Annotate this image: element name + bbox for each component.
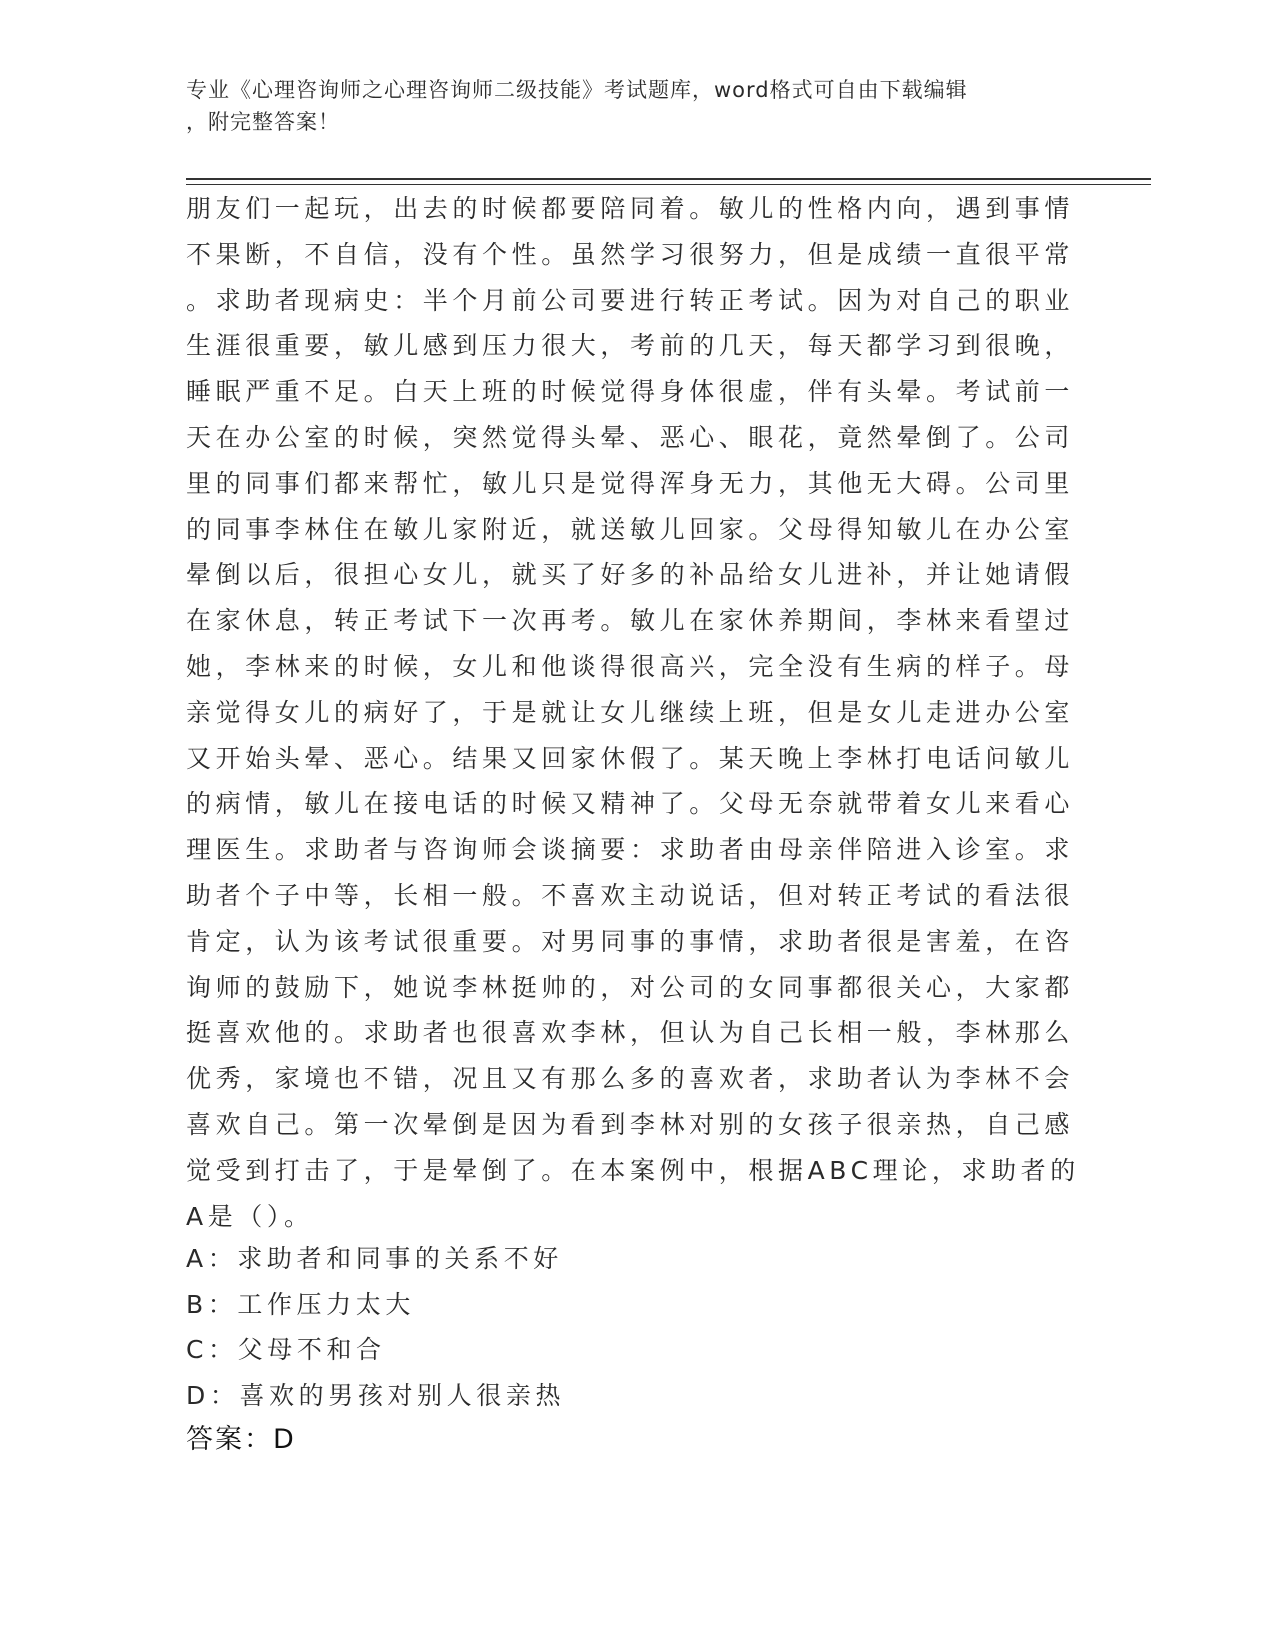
- passage-line: 的病情，敏儿在接电话的时候又精神了。父母无奈就带着女儿来看心: [186, 789, 1075, 819]
- option-b: B：工作压力太大: [186, 1289, 415, 1319]
- answer-key: 答案：D: [186, 1424, 296, 1455]
- passage-line: 喜欢自己。第一次晕倒是因为看到李林对别的女孩子很亲热，自己感: [186, 1109, 1075, 1139]
- answer-options: [186, 1236, 565, 1418]
- passage-line: 肯定，认为该考试很重要。对男同事的事情，求助者很是害羞，在咨: [186, 926, 1075, 956]
- passage-line: 朋友们一起玩，出去的时候都要陪同着。敏儿的性格内向，遇到事情: [186, 194, 1075, 223]
- passage-line: 助者个子中等，长相一般。不喜欢主动说话，但对转正考试的看法很: [186, 880, 1075, 910]
- option-a: A：求助者和同事的关系不好: [186, 1244, 563, 1273]
- passage-line: 挺喜欢他的。求助者也很喜欢李林，但认为自己长相一般，李林那么: [186, 1018, 1075, 1048]
- header-divider: [186, 178, 1151, 180]
- passage-line: 睡眠严重不足。白天上班的时候觉得身体很虚，伴有头晕。考试前一: [186, 377, 1075, 407]
- passage-line: 晕倒以后，很担心女儿，就买了好多的补品给女儿进补，并让她请假: [186, 560, 1075, 590]
- header-line: 专业《心理咨询师之心理咨询师二级技能》考试题库，word格式可自由下载编辑: [186, 78, 968, 102]
- passage-line: 的同事李林住在敏儿家附近，就送敏儿回家。父母得知敏儿在办公室: [186, 514, 1075, 544]
- passage-line: 又开始头晕、恶心。结果又回家休假了。某天晚上李林打电话问敏儿: [186, 743, 1075, 773]
- page-header: [186, 74, 1066, 138]
- passage-line: 生涯很重要，敏儿感到压力很大，考前的几天，每天都学习到很晚，: [186, 331, 1075, 361]
- passage-line: 里的同事们都来帮忙，敏儿只是觉得浑身无力，其他无大碍。公司里: [186, 468, 1075, 498]
- question-passage: [186, 186, 1080, 1239]
- passage-line: 在家休息，转正考试下一次再考。敏儿在家休养期间，李林来看望过: [186, 606, 1075, 636]
- passage-line: 她，李林来的时候，女儿和他谈得很高兴，完全没有生病的样子。母: [186, 651, 1075, 681]
- passage-line: 理医生。求助者与咨询师会谈摘要：求助者由母亲伴陪进入诊室。求: [186, 835, 1075, 865]
- passage-line: 不果断，不自信，没有个性。虽然学习很努力，但是成绩一直很平常: [186, 239, 1075, 269]
- option-c: C：父母不和合: [186, 1335, 386, 1364]
- passage-line: 。求助者现病史：半个月前公司要进行转正考试。因为对自己的职业: [186, 285, 1075, 315]
- option-d: D：喜欢的男孩对别人很亲热: [186, 1380, 566, 1410]
- passage-line: 优秀，家境也不错，况且又有那么多的喜欢者，求助者认为李林不会: [186, 1064, 1075, 1094]
- header-divider-thin: [186, 184, 1151, 185]
- passage-line: 亲觉得女儿的病好了，于是就让女儿继续上班，但是女儿走进办公室: [186, 697, 1075, 727]
- passage-line: 觉受到打击了，于是晕倒了。在本案例中，根据ABC理论，求助者的: [186, 1155, 1080, 1185]
- header-line: ，附完整答案！: [186, 110, 340, 134]
- passage-line: A是（）。: [186, 1201, 314, 1231]
- passage-line: 天在办公室的时候，突然觉得头晕、恶心、眼花，竟然晕倒了。公司: [186, 422, 1075, 452]
- passage-line: 询师的鼓励下，她说李林挺帅的，对公司的女同事都很关心，大家都: [186, 972, 1075, 1002]
